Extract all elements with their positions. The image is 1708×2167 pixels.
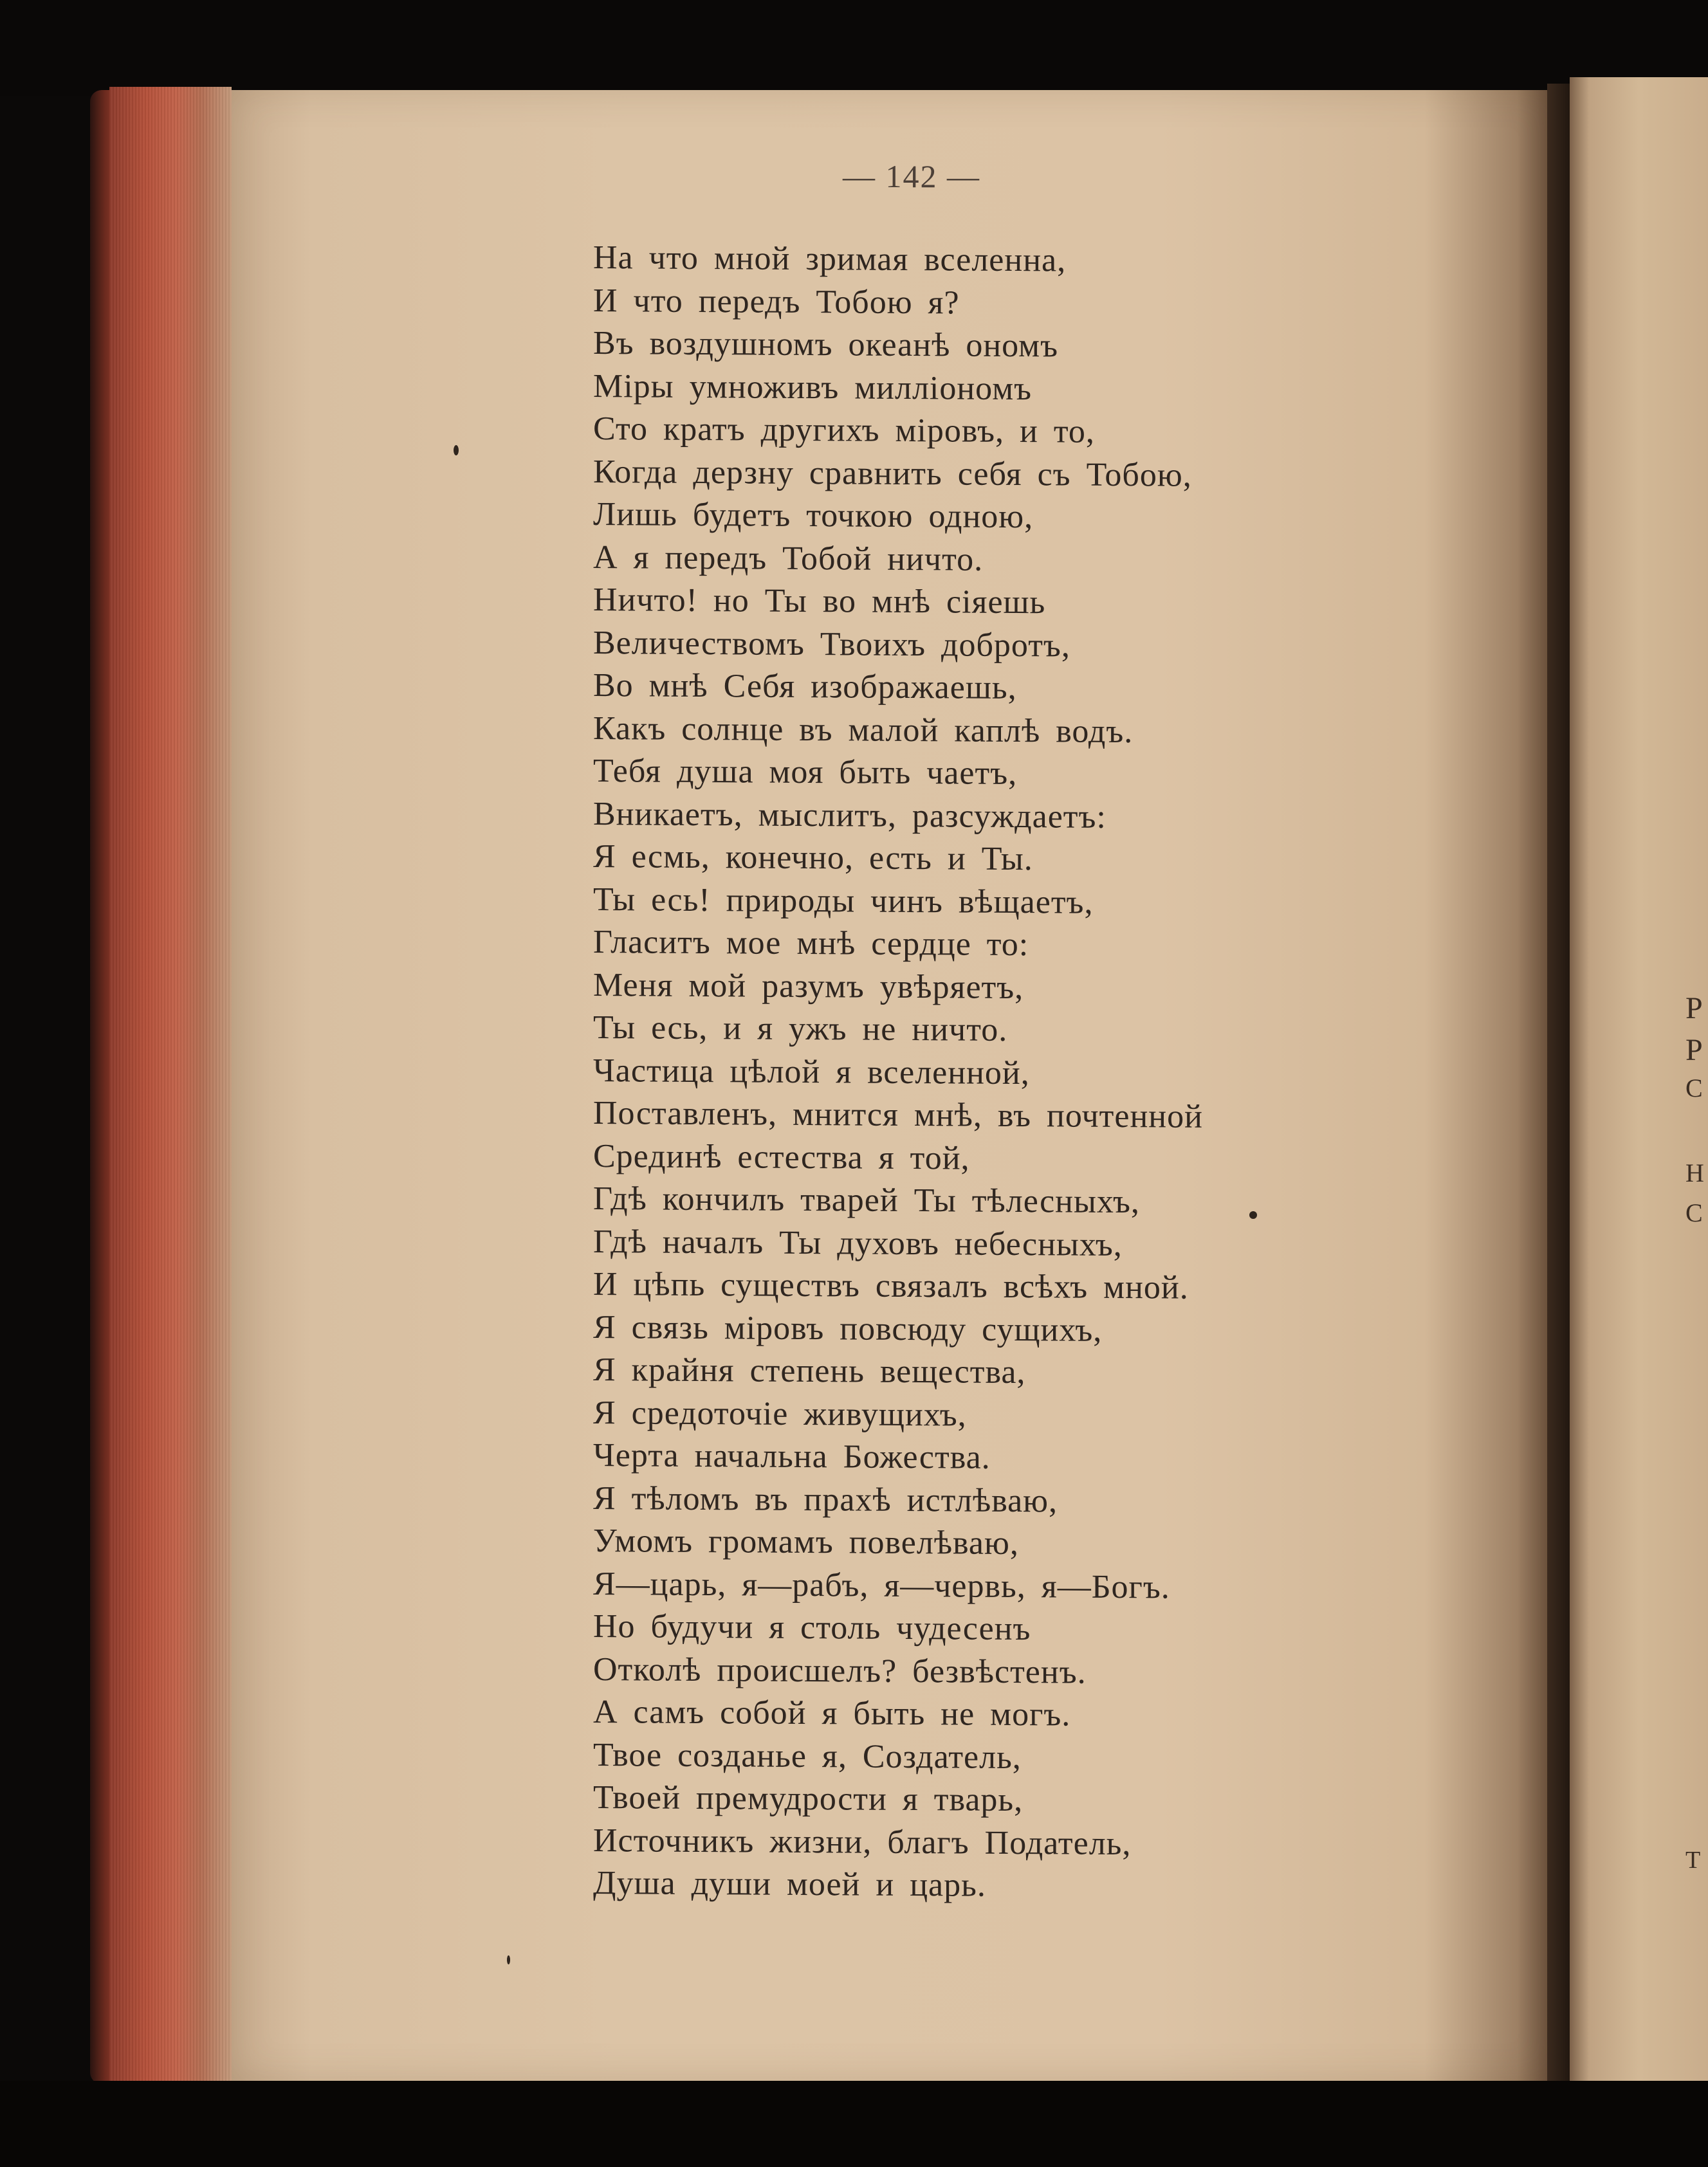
poem-line: И что передъ Тобою я? xyxy=(593,282,960,321)
poem-line: Душа души моей и царь. xyxy=(593,1865,986,1904)
page-edges xyxy=(109,87,232,2081)
poem-line: Въ воздушномъ океанѣ ономъ xyxy=(593,325,1058,365)
poem-line: Вникаетъ, мыслитъ, разсуждаетъ: xyxy=(593,795,1107,836)
next-page-fragment: С xyxy=(1685,1198,1703,1227)
ink-speck xyxy=(1249,1211,1257,1219)
ink-speck xyxy=(454,445,459,455)
poem-line: Ты есь! природы чинъ вѣщаетъ, xyxy=(593,881,1094,921)
page-number: — 142 — xyxy=(843,158,980,194)
poem-line: Я тѣломъ въ прахѣ истлѣваю, xyxy=(593,1479,1058,1519)
poem-line: Частица цѣлой я вселенной, xyxy=(593,1052,1030,1092)
next-page-fragment: Н xyxy=(1685,1158,1704,1187)
next-page-fragment: Р xyxy=(1685,1033,1703,1067)
poem-line: Когда дерзну сравнить себя съ Тобою, xyxy=(593,453,1192,494)
poem-line: Отколѣ происшелъ? безвѣстенъ. xyxy=(593,1650,1087,1691)
poem-line: Гласитъ мое мнѣ сердце то: xyxy=(593,924,1029,964)
poem-line: На что мной зримая вселенна, xyxy=(593,239,1067,279)
scan-background-top xyxy=(0,0,1708,96)
poem-line: Я—царь, я—рабъ, я—червь, я—Богъ. xyxy=(593,1565,1170,1605)
poem-line: Величествомъ Твоихъ добротъ, xyxy=(593,624,1070,664)
poem-line: Поставленъ, мнится мнѣ, въ почтенной xyxy=(593,1095,1203,1135)
poem-line: Срединѣ естества я той, xyxy=(593,1137,970,1177)
poem-line: Но будучи я столь чудесенъ xyxy=(593,1608,1031,1648)
poem-line: Черта начальна Божества. xyxy=(593,1437,991,1476)
poem-text xyxy=(593,237,1203,1908)
next-page-fragment: С xyxy=(1685,1074,1703,1102)
ink-speck xyxy=(507,1955,510,1964)
poem-line: Гдѣ кончилъ тварей Ты тѣлесныхъ, xyxy=(593,1180,1140,1221)
poem-line: Я средоточіе живущихъ, xyxy=(593,1394,967,1434)
poem-line: Я связь міровъ повсюду сущихъ, xyxy=(593,1308,1103,1349)
poem-line: Твое созданье я, Создатель, xyxy=(593,1736,1022,1776)
poem-line: А я передъ Тобой ничто. xyxy=(593,538,984,578)
poem-line: Во мнѣ Себя изображаешь, xyxy=(593,667,1017,707)
poem-line: Источникъ жизни, благъ Податель, xyxy=(593,1822,1132,1862)
poem-line: И цѣпь существъ связалъ всѣхъ мной. xyxy=(593,1266,1189,1306)
scan-background-bottom xyxy=(0,2081,1708,2167)
poem-line: Я есмь, конечно, есть и Ты. xyxy=(593,838,1033,878)
poem-line: Я крайня степень вещества, xyxy=(593,1351,1026,1391)
poem-line: Какъ солнце въ малой каплѣ водъ. xyxy=(593,709,1134,750)
poem-line: Тебя душа моя быть чаетъ, xyxy=(593,753,1018,792)
poem-line: Ты есь, и я ужъ не ничто. xyxy=(593,1009,1008,1048)
poem-line: Твоей премудрости я тварь, xyxy=(593,1779,1024,1819)
poem-line: Ничто! но Ты во мнѣ сіяешь xyxy=(593,581,1046,621)
poem-line: Меня мой разумъ увѣряетъ, xyxy=(593,966,1024,1006)
poem-line: Міры умноживъ милліономъ xyxy=(593,367,1032,407)
next-page-fragment: Р xyxy=(1685,991,1703,1025)
next-page-fragment: Т xyxy=(1685,1847,1701,1874)
poem-line: А самъ собой я быть не могъ. xyxy=(593,1694,1071,1733)
poem-line: Гдѣ началъ Ты духовъ небесныхъ, xyxy=(593,1223,1123,1263)
poem-line: Сто кратъ другихъ міровъ, и то, xyxy=(593,410,1095,450)
poem-line: Умомъ громамъ повелѣваю, xyxy=(593,1522,1019,1562)
poem-line: Лишь будетъ точкою одною, xyxy=(593,496,1034,536)
